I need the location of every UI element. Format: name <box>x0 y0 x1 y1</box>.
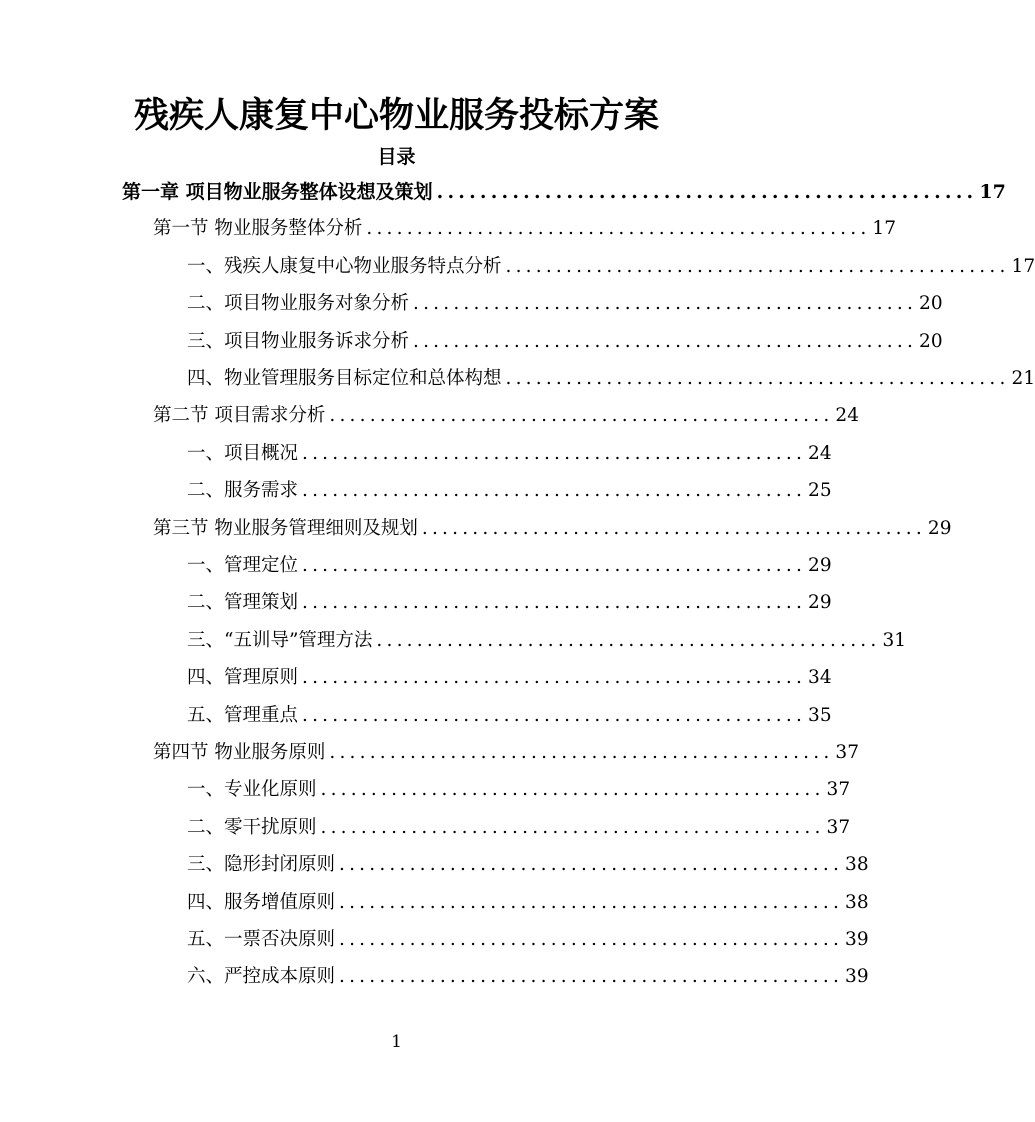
toc-entry-label: 五、一票否决原则 <box>187 929 336 950</box>
toc-entry-item[interactable] <box>187 811 851 845</box>
toc-leader-dots: .................................................. <box>421 517 926 539</box>
toc-entry-item[interactable] <box>187 362 1035 396</box>
toc-entry-page: 37 <box>826 779 851 801</box>
toc-leader-dots: .................................................. <box>302 592 807 614</box>
toc-leader-dots: .................................................. <box>302 480 807 502</box>
toc-entry-item[interactable] <box>187 437 832 471</box>
toc-entry-item[interactable] <box>187 923 869 957</box>
toc-entry-label: 一、管理定位 <box>187 555 299 576</box>
toc-entry-label: 四、服务增值原则 <box>187 891 336 913</box>
toc-leader-dots: .................................................. <box>302 704 807 726</box>
toc-entry-chapter-1[interactable] <box>122 175 1006 209</box>
toc-entry-label: 第三节 物业服务管理细则及规划 <box>153 517 418 539</box>
toc-leader-dots: .................................................. <box>413 293 918 315</box>
toc-entry-label: 一、项目概况 <box>187 442 299 464</box>
toc-entry-label: 第四节 物业服务原则 <box>153 742 326 763</box>
toc-entry-page: 29 <box>808 592 832 614</box>
toc-entry-page: 21 <box>1011 368 1035 389</box>
toc-entry-item[interactable] <box>187 773 851 807</box>
toc-heading: 目录 <box>377 146 416 168</box>
toc-entry-label: 第一章 项目物业服务整体设想及策划 <box>122 181 433 203</box>
toc-entry-label: 三、“五训导”管理方法 <box>187 629 373 651</box>
toc-entry-page: 39 <box>845 966 869 988</box>
toc-entry-item[interactable] <box>187 325 943 359</box>
toc-entry-item[interactable] <box>187 474 832 508</box>
toc-entry-page: 29 <box>927 517 952 539</box>
toc-entry-page: 35 <box>808 704 832 726</box>
toc-entry-label: 六、严控成本原则 <box>187 966 336 988</box>
toc-leader-dots: .................................................. <box>505 368 1010 389</box>
toc-entry-label: 二、管理策划 <box>187 592 299 614</box>
toc-entry-label: 二、服务需求 <box>187 480 299 502</box>
toc-entry-page: 17 <box>1011 255 1035 277</box>
toc-leader-dots: .................................................. <box>339 929 844 950</box>
toc-leader-dots: .................................................. <box>436 181 978 203</box>
toc-leader-dots: .................................................. <box>320 816 825 838</box>
toc-entry-page: 25 <box>808 480 832 502</box>
toc-entry-label: 五、管理重点 <box>187 704 299 726</box>
toc-entry-page: 34 <box>808 667 832 689</box>
toc-entry-item[interactable] <box>187 699 832 733</box>
toc-leader-dots: .................................................. <box>339 966 844 988</box>
toc-entry-item[interactable] <box>187 960 869 994</box>
toc-entry-item[interactable] <box>187 250 1035 284</box>
toc-entry-label: 第一节 物业服务整体分析 <box>153 218 363 240</box>
toc-entry-label: 二、项目物业服务对象分析 <box>187 293 410 315</box>
toc-entry-item[interactable] <box>187 549 832 583</box>
toc-leader-dots: .................................................. <box>329 742 834 763</box>
toc-entry-label: 一、专业化原则 <box>187 779 317 801</box>
toc-entry-item[interactable] <box>187 624 906 658</box>
toc-entry-page: 24 <box>808 442 832 464</box>
toc-entry-page: 37 <box>835 742 859 763</box>
document-title: 残疾人康复中心物业服务投标方案 <box>133 95 659 136</box>
page-number: 1 <box>391 1032 402 1052</box>
toc-entry-item[interactable] <box>187 586 832 620</box>
toc-leader-dots: .................................................. <box>320 779 825 801</box>
toc-entry-section[interactable] <box>153 736 859 770</box>
toc-entry-page: 38 <box>845 854 869 876</box>
toc-leader-dots: .................................................. <box>376 629 881 651</box>
toc-leader-dots: .................................................. <box>413 330 918 352</box>
toc-entry-section[interactable] <box>153 399 859 433</box>
toc-entry-label: 四、管理原则 <box>187 667 299 689</box>
toc-leader-dots: .................................................. <box>339 854 844 876</box>
toc-leader-dots: .................................................. <box>329 405 834 427</box>
toc-entry-section[interactable] <box>153 512 952 546</box>
toc-entry-label: 第二节 项目需求分析 <box>153 405 326 427</box>
toc-entry-page: 37 <box>826 816 851 838</box>
toc-entry-label: 二、零干扰原则 <box>187 816 317 838</box>
toc-entry-label: 三、隐形封闭原则 <box>187 854 336 876</box>
toc-entry-page: 17 <box>872 218 896 240</box>
toc-leader-dots: .................................................. <box>302 555 807 576</box>
toc-leader-dots: .................................................. <box>366 218 871 240</box>
toc-entry-page: 29 <box>808 555 832 576</box>
toc-entry-item[interactable] <box>187 287 943 321</box>
toc-leader-dots: .................................................. <box>302 667 807 689</box>
toc-leader-dots: .................................................. <box>339 891 844 913</box>
toc-entry-label: 一、残疾人康复中心物业服务特点分析 <box>187 255 502 277</box>
toc-entry-page: 31 <box>882 629 906 651</box>
toc-entry-label: 三、项目物业服务诉求分析 <box>187 330 410 352</box>
toc-entry-item[interactable] <box>187 661 832 695</box>
toc-entry-page: 20 <box>919 293 943 315</box>
toc-entry-page: 20 <box>919 330 943 352</box>
toc-entry-page: 17 <box>979 181 1006 203</box>
toc-entry-section[interactable] <box>153 212 896 246</box>
toc-entry-page: 39 <box>845 929 869 950</box>
toc-entry-page: 24 <box>835 405 859 427</box>
toc-entry-page: 38 <box>845 891 869 913</box>
toc-leader-dots: .................................................. <box>302 442 807 464</box>
toc-entry-label: 四、物业管理服务目标定位和总体构想 <box>187 368 502 389</box>
toc-entry-item[interactable] <box>187 848 869 882</box>
toc-leader-dots: .................................................. <box>505 255 1010 277</box>
toc-entry-item[interactable] <box>187 886 869 920</box>
